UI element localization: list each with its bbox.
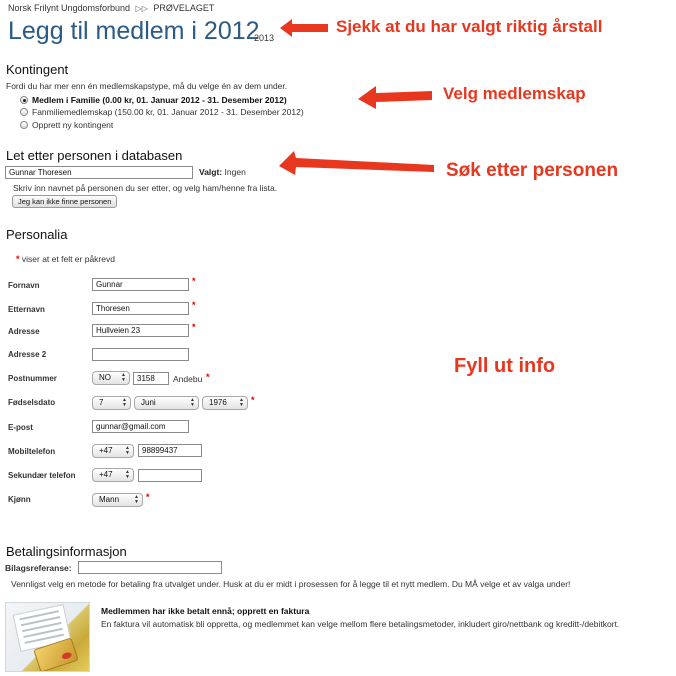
person-search-input[interactable]: Gunnar Thoresen	[5, 166, 193, 179]
postnummer-place: Andebu	[173, 374, 203, 384]
selected-value: Ingen	[224, 167, 246, 177]
membership-option-label: Opprett ny kontingent	[32, 120, 114, 130]
invoice-image[interactable]	[5, 602, 90, 672]
country-select[interactable]	[92, 371, 130, 385]
birth-month-value: Juni	[141, 398, 156, 407]
selected-label: Valgt:	[199, 167, 223, 177]
sekundar-prefix-select[interactable]	[92, 468, 134, 482]
bilag-label: Bilagsreferanse:	[5, 563, 72, 573]
invoice-option-title[interactable]: Medlemmen har ikke betalt ennå; opprett en faktura	[101, 606, 310, 616]
postnummer-label: Postnummer	[8, 374, 57, 383]
search-selected	[199, 167, 246, 177]
updown-arrows-icon: ▲ ▼	[190, 397, 195, 408]
annotation-search: Søk etter personen	[446, 160, 619, 181]
fodselsdato-label: Fødselsdato	[8, 398, 56, 407]
required-note-text: viser at et felt er påkrevd	[21, 254, 115, 264]
required-star: *	[206, 372, 210, 382]
arrow-year-icon	[280, 19, 328, 37]
annotation-membership: Velg medlemskap	[443, 84, 586, 103]
annotation-year: Sjekk at du har valgt riktig årstall	[336, 17, 603, 36]
page-title: Legg til medlem i 2012	[8, 17, 260, 45]
breadcrumb-current[interactable]: PRØVELAGET	[153, 3, 215, 13]
annotation-info: Fyll ut info	[454, 355, 556, 377]
mobil-prefix-select[interactable]	[92, 444, 134, 458]
etternavn-input[interactable]: Thoresen	[92, 302, 189, 315]
search-hint: Skriv inn navnet på personen du ser etter, og velg ham/henne fra lista.	[13, 183, 278, 193]
mobil-input[interactable]: 98899437	[138, 444, 202, 457]
updown-arrows-icon: ▲ ▼	[125, 445, 130, 456]
kjonn-select[interactable]	[92, 493, 143, 507]
updown-arrows-icon: ▲ ▼	[134, 494, 139, 505]
mobil-label: Mobiltelefon	[8, 447, 56, 456]
membership-option-label: Medlem i Familie (0.00 kr, 01. Januar 2012 - 31. Desember 2012)	[32, 95, 287, 105]
sekundar-input[interactable]	[138, 469, 202, 482]
invoice-option-description: En faktura vil automatisk bli oppretta, og medlemmet kan velge mellom flere betalingsmetoder, inkludert giro/nettbank og kreditt-/debitkort.	[101, 619, 620, 629]
postnummer-input[interactable]: 3158	[133, 372, 169, 385]
bilag-input[interactable]	[78, 561, 222, 574]
breadcrumb-org-link[interactable]: Norsk Frilynt Ungdomsforbund	[8, 3, 131, 13]
birth-day-value: 7	[99, 398, 104, 407]
kjonn-label: Kjønn	[8, 495, 31, 504]
mobil-prefix-value: +47	[99, 446, 113, 455]
etternavn-label: Etternavn	[8, 305, 45, 314]
required-star: *	[192, 276, 196, 286]
birth-year-value: 1976	[209, 398, 227, 407]
kjonn-value: Mann	[99, 495, 120, 504]
radio-icon[interactable]	[20, 121, 28, 129]
kontingent-description: Fordi du har mer enn én medlemskapstype, må du velge én av dem under.	[6, 81, 288, 91]
required-note	[16, 254, 115, 264]
personalia-heading: Personalia	[6, 227, 68, 242]
betaling-heading: Betalingsinformasjon	[6, 544, 127, 559]
betaling-instruction: Vennligst velg en metode for betaling fra utvalget under. Husk at du er midt i prosessen for å legge til et nytt medlem. Du MÅ velge et av valga under!	[11, 579, 571, 589]
membership-option-1[interactable]	[20, 95, 287, 105]
adresse2-label: Adresse 2	[8, 350, 47, 359]
fornavn-label: Fornavn	[8, 281, 40, 290]
updown-arrows-icon: ▲ ▼	[122, 397, 127, 408]
epost-label: E-post	[8, 423, 33, 432]
birth-month-select[interactable]	[134, 396, 199, 410]
arrow-membership-icon	[358, 86, 432, 109]
breadcrumb-separator: ▷▷	[135, 4, 148, 13]
required-star: *	[251, 395, 255, 405]
birth-day-select[interactable]	[92, 396, 131, 410]
country-value: NO	[99, 373, 111, 382]
arrow-search-icon	[279, 151, 434, 175]
radio-icon[interactable]	[20, 108, 28, 116]
required-star: *	[146, 492, 150, 502]
kontingent-heading: Kontingent	[6, 62, 69, 77]
adresse-input[interactable]: Hullveien 23	[92, 324, 189, 337]
updown-arrows-icon: ▲ ▼	[125, 469, 130, 480]
updown-arrows-icon: ▲ ▼	[239, 397, 244, 408]
search-heading: Let etter personen i databasen	[6, 148, 183, 163]
membership-option-label: Fanmiliemedlemskap (150.00 kr, 01. Januar 2012 - 31. Desember 2012)	[32, 107, 304, 117]
updown-arrows-icon: ▲ ▼	[121, 372, 126, 383]
adresse-label: Adresse	[8, 327, 40, 336]
sekundar-label: Sekundær telefon	[8, 471, 76, 480]
radio-selected-icon[interactable]	[20, 96, 28, 104]
fornavn-input[interactable]: Gunnar	[92, 278, 189, 291]
membership-option-3[interactable]	[20, 120, 113, 130]
birth-year-select[interactable]	[202, 396, 248, 410]
required-star: *	[16, 254, 20, 264]
epost-input[interactable]: gunnar@gmail.com	[92, 420, 189, 433]
membership-option-2[interactable]	[20, 107, 304, 117]
adresse2-input[interactable]	[92, 348, 189, 361]
year-switch-link[interactable]: 2013	[254, 33, 275, 43]
required-star: *	[192, 322, 196, 332]
cannot-find-person-button[interactable]: Jeg kan ikke finne personen	[12, 195, 117, 208]
required-star: *	[192, 300, 196, 310]
sekundar-prefix-value: +47	[99, 470, 113, 479]
